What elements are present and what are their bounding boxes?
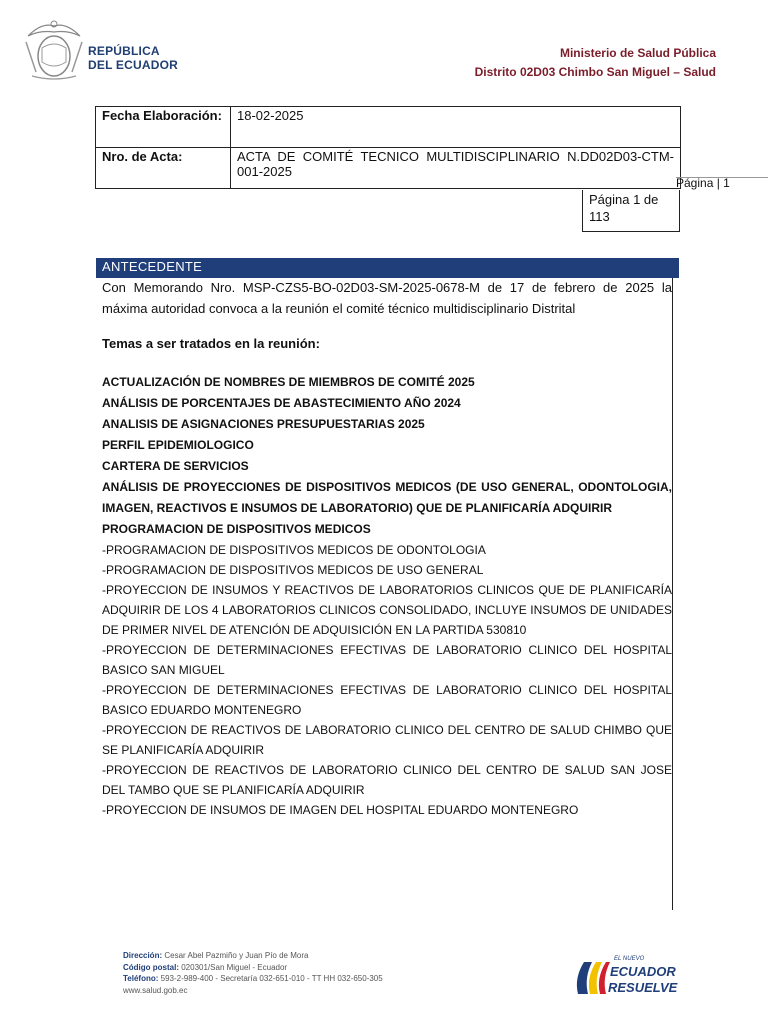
phone-value: 593-2-989-400 - Secretaría 032-651-010 - TT HH 032-650-305 — [160, 974, 383, 983]
section-heading: ANTECEDENTE — [96, 258, 679, 278]
topic-item: ANALISIS DE ASIGNACIONES PRESUPUESTARIAS 2025 — [102, 417, 425, 431]
header-logo-block — [22, 18, 182, 88]
topic-item: -PROYECCION DE DETERMINACIONES EFECTIVAS DE LABORATORIO CLINICO DEL HOSPITAL BASICO SAN MIGUEL — [102, 643, 672, 677]
topic-item: -PROYECCION DE DETERMINACIONES EFECTIVAS DE LABORATORIO CLINICO DEL HOSPITAL BASICO EDUARDO MONTENEGRO — [102, 683, 672, 717]
section-body — [102, 277, 672, 820]
footer-address — [123, 950, 383, 962]
topic-item: -PROYECCION DE INSUMOS DE IMAGEN DEL HOSPITAL EDUARDO MONTENEGRO — [102, 803, 579, 817]
section-border — [672, 278, 673, 910]
topic-item: -PROYECCION DE REACTIVOS DE LABORATORIO CLINICO DEL CENTRO DE SALUD CHIMBO QUE SE PLANIFICARÍA ADQUIRIR — [102, 723, 672, 757]
date-row — [96, 107, 681, 148]
phone-label: Teléfono: — [123, 974, 159, 983]
topic-item: PERFIL EPIDEMIOLOGICO — [102, 438, 254, 452]
act-row — [96, 148, 681, 189]
country-name — [88, 44, 178, 72]
country-line-2: DEL ECUADOR — [88, 58, 178, 72]
topic-item: -PROYECCION DE REACTIVOS DE LABORATORIO CLINICO DEL CENTRO DE SALUD SAN JOSE DEL TAMBO QUE SE PLANIFICARÍA ADQUIRIR — [102, 763, 672, 797]
footer-phone — [123, 973, 383, 985]
footer-web: www.salud.gob.ec — [123, 985, 188, 995]
topic-item: CARTERA DE SERVICIOS — [102, 459, 249, 473]
topic-item: ANÁLISIS DE PORCENTAJES DE ABASTECIMIENTO AÑO 2024 — [102, 396, 461, 410]
slogan-logo — [570, 948, 678, 1000]
address-value: Cesar Abel Pazmiño y Juan Pío de Mora — [164, 951, 309, 960]
topic-item: ACTUALIZACIÓN DE NOMBRES DE MIEMBROS DE COMITÉ 2025 — [102, 375, 475, 389]
header-institution — [475, 44, 716, 82]
memo-paragraph: Con Memorando Nro. MSP-CZS5-BO-02D03-SM-2025-0678-M de 17 de febrero de 2025 la máxima autoridad convoca a la reunión el comité técnico multidisciplinario Distrital — [102, 280, 672, 316]
topic-item: -PROYECCION DE INSUMOS Y REACTIVOS DE LABORATORIOS CLINICOS QUE DE PLANIFICARÍA ADQUIRIR DE LOS 4 LABORATORIOS CLINICOS CONSOLIDADO, INCLUYE INSUMOS DE UNIDADES DE PRIMER NIVEL DE ATENCIÓN DE ADQUISICIÓN EN LA PARTIDA 530810 — [102, 583, 672, 637]
document-info-table — [95, 106, 681, 189]
ministry-name: Ministerio de Salud Pública — [559, 46, 716, 60]
topic-item: -PROGRAMACION DE DISPOSITIVOS MEDICOS DE ODONTOLOGIA — [102, 543, 486, 557]
postal-value: 020301/San Miguel - Ecuador — [181, 962, 288, 972]
date-label: Fecha Elaboración: — [96, 107, 231, 148]
slogan-mid: ECUADOR — [610, 964, 676, 979]
country-line-1: REPÚBLICA — [88, 44, 160, 58]
topic-item: -PROGRAMACION DE DISPOSITIVOS MEDICOS DE USO GENERAL — [102, 563, 484, 577]
page-reference: Página | 1 — [676, 176, 730, 190]
act-value: ACTA DE COMITÉ TECNICO MULTIDISCIPLINARIO N.DD02D03-CTM-001-2025 — [231, 148, 681, 189]
topic-item: PROGRAMACION DE DISPOSITIVOS MEDICOS — [102, 522, 371, 536]
topics-title: Temas a ser tratados en la reunión: — [102, 336, 320, 351]
slogan-top: EL NUEVO — [614, 956, 645, 962]
footer-contact — [123, 950, 383, 996]
page-count-box: Página 1 de 113 — [582, 190, 680, 232]
topics-list — [102, 372, 672, 820]
date-value: 18-02-2025 — [231, 107, 681, 148]
address-label: Dirección: — [123, 951, 163, 960]
slogan-bottom: RESUELVE — [608, 980, 678, 995]
act-label: Nro. de Acta: — [96, 148, 231, 189]
footer-postal — [123, 962, 383, 974]
district-name: Distrito 02D03 Chimbo San Miguel – Salud — [474, 65, 716, 79]
postal-label: Código postal: — [123, 962, 179, 972]
coat-of-arms-icon — [22, 18, 86, 84]
topic-item: ANÁLISIS DE PROYECCIONES DE DISPOSITIVOS MEDICOS (DE USO GENERAL, ODONTOLOGIA, IMAGEN, REACTIVOS E INSUMOS DE LABORATORIO) QUE DE PLANIFICARÍA ADQUIRIR — [102, 480, 672, 515]
